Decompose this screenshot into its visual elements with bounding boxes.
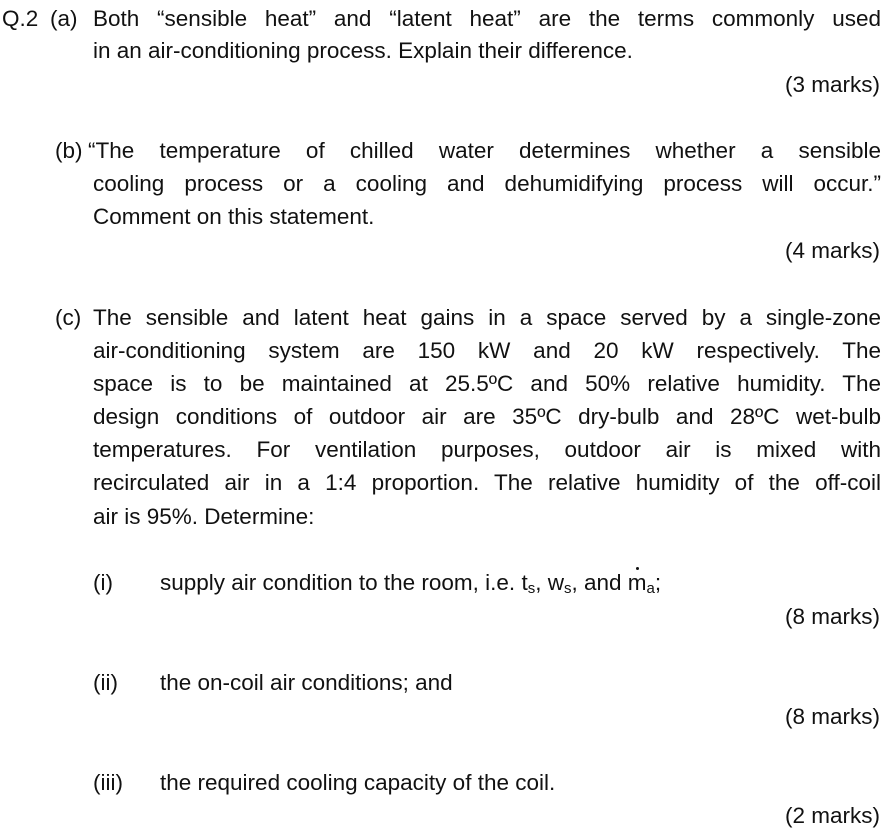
subpart-i-text-end: ; [654,570,662,595]
part-b-label: (b) [55,138,83,163]
part-c-line-7: air is 95%. Determine: [93,504,315,529]
subpart-ii-text: the on-coil air conditions; and [160,670,453,695]
subpart-i-text-and: , and [571,570,628,595]
subpart-i-text-start: supply air condition to the room, i.e. t [160,570,528,595]
subpart-i-text [160,570,661,597]
part-a-label: (a) [50,6,78,31]
part-b-line-3: Comment on this statement. [93,204,375,229]
subpart-i-text-mid: , w [535,570,564,595]
part-c-line-1: The sensible and latent heat gains in a space served by a single-zone [93,305,881,330]
part-c-line-4: design conditions of outdoor air are 35ºC dry-bulb and 28ºC wet-bulb [93,404,881,429]
subpart-i-marks: (8 marks) [785,604,880,629]
part-c-label: (c) [55,305,82,330]
part-a-line-1: Both “sensible heat” and “latent heat” are the terms commonly used [93,6,881,31]
part-b-line-2: cooling process or a cooling and dehumidifying process will occur.” [93,171,881,196]
subpart-i-label: (i) [93,570,113,595]
subpart-iii-text: the required cooling capacity of the coil. [160,770,556,795]
part-c-line-2: air-conditioning system are 150 kW and 20 kW respectively. The [93,338,881,363]
part-c-line-6: recirculated air in a 1:4 proportion. The relative humidity of the off-coil [93,470,881,495]
part-b-line-1: “The temperature of chilled water determines whether a sensible [88,138,881,163]
subpart-ii-marks: (8 marks) [785,704,880,729]
question-number: Q.2 [2,6,39,31]
part-a-line-2: in an air-conditioning process. Explain their difference. [93,38,633,63]
part-b-marks: (4 marks) [785,238,880,263]
part-c-line-3: space is to be maintained at 25.5ºC and 50% relative humidity. The [93,371,881,396]
part-a-marks: (3 marks) [785,72,880,97]
subscript-a: a [646,580,655,597]
subpart-iii-label: (iii) [93,770,123,795]
mass-flow-symbol: m [627,570,647,595]
subscript-s-2: s [563,580,572,597]
part-c-line-5: temperatures. For ventilation purposes, outdoor air is mixed with [93,437,881,462]
subpart-ii-label: (ii) [93,670,118,695]
subscript-s-1: s [527,580,536,597]
subpart-iii-marks: (2 marks) [785,803,880,828]
